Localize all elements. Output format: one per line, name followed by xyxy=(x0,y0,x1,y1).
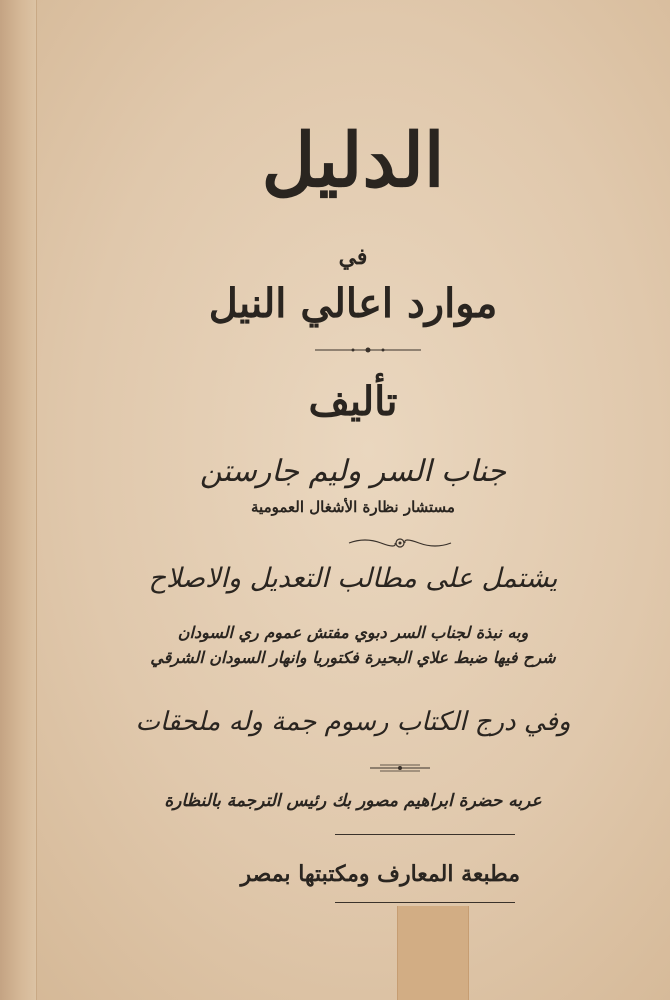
scroll-ornament-icon xyxy=(345,536,455,550)
title-preposition: في xyxy=(338,244,368,270)
note-line-2: شرح فيها ضبط علاي البحيرة فكتوريا وانهار السودان الشرقي xyxy=(150,648,556,667)
maps-line: وفي درج الكتاب رسوم جمة وله ملحقات xyxy=(135,707,571,737)
book-title: الدليل xyxy=(261,118,445,204)
rule-bottom xyxy=(335,902,515,903)
divider-ornament-icon xyxy=(313,345,423,355)
author-role: مستشار نظارة الأشغال العمومية xyxy=(251,498,455,516)
rule-top xyxy=(335,834,515,835)
book-subtitle: موارد اعالي النيل xyxy=(208,280,498,327)
author-label: تأليف xyxy=(308,378,398,425)
small-divider-icon xyxy=(368,763,432,773)
tape-strip xyxy=(397,906,469,1000)
binding-edge xyxy=(0,0,37,1000)
author-name: جناب السر وليم جارستن xyxy=(199,454,507,489)
note-line-1: وبه نبذة لجناب السر دبوي مفتش عموم ري السودان xyxy=(177,623,529,642)
contents-line: يشتمل على مطالب التعديل والاصلاح xyxy=(148,563,558,594)
press-imprint: مطبعة المعارف ومكتبتها بمصر xyxy=(240,861,520,887)
translator-line: عربه حضرة ابراهيم مصور بك رئيس الترجمة بالنظارة xyxy=(164,791,542,811)
